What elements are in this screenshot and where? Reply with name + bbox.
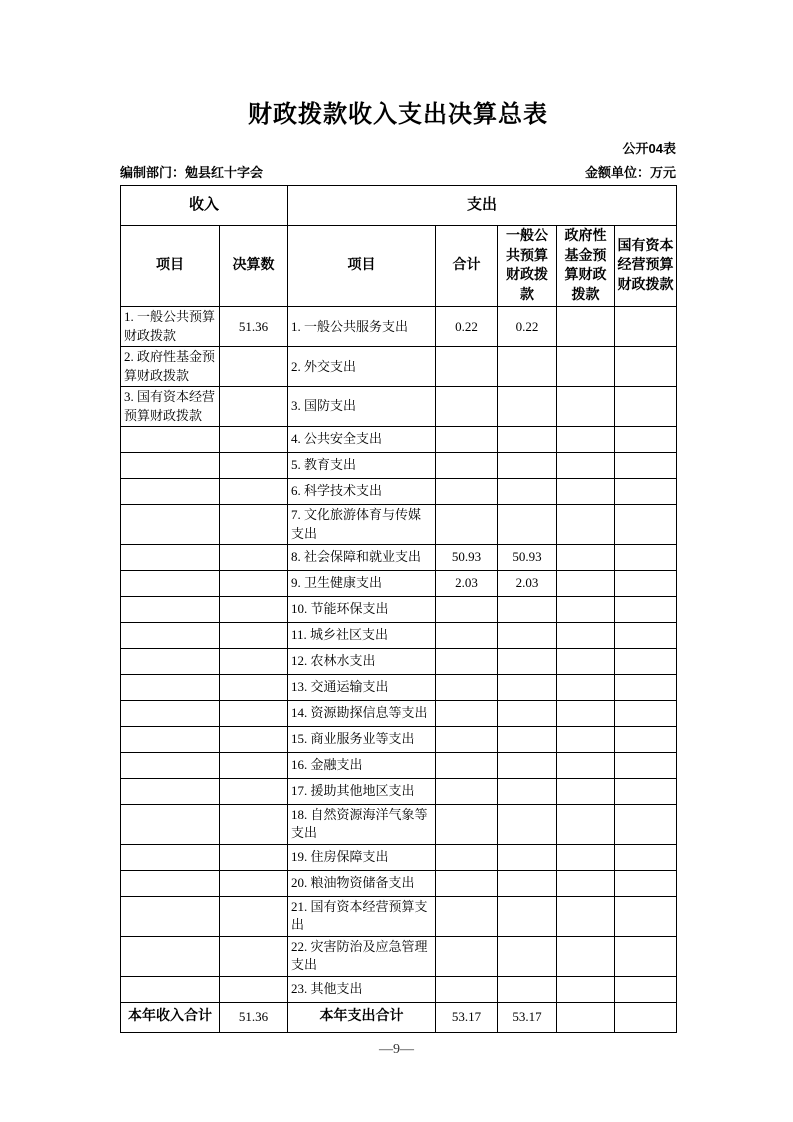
income-item-cell: 3. 国有资本经营预算财政拨款 [121, 387, 220, 427]
expenditure-item-cell: 1. 一般公共服务支出 [288, 307, 436, 347]
income-item-cell [121, 844, 220, 870]
gov-fund-cell [557, 597, 615, 623]
expenditure-total-cell [436, 505, 498, 545]
gov-fund-cell [557, 427, 615, 453]
income-item-cell [121, 571, 220, 597]
income-amount-cell [220, 675, 288, 701]
gov-fund-cell [557, 545, 615, 571]
table-row [121, 347, 677, 387]
table-row [121, 675, 677, 701]
expenditure-total-cell [436, 936, 498, 976]
column-header-row [121, 226, 677, 307]
page-title: 财政拨款收入支出决算总表 [248, 101, 548, 128]
table-row [121, 505, 677, 545]
col-header-exp-gov-fund: 政府性基金预算财政拨款 [557, 226, 615, 307]
state-capital-cell [615, 347, 677, 387]
gov-fund-cell [557, 779, 615, 805]
income-item-cell [121, 649, 220, 675]
general-budget-cell [498, 701, 557, 727]
general-budget-cell [498, 976, 557, 1002]
expenditure-total-cell [436, 649, 498, 675]
income-total-label: 本年收入合计 [121, 1002, 220, 1032]
income-amount-cell [220, 597, 288, 623]
expenditure-item-cell: 18. 自然资源海洋气象等支出 [288, 805, 436, 845]
state-capital-cell [615, 936, 677, 976]
general-budget-cell: 50.93 [498, 545, 557, 571]
expenditure-total-cell [436, 753, 498, 779]
table-row [121, 597, 677, 623]
income-amount-cell [220, 571, 288, 597]
expenditure-item-cell: 7. 文化旅游体育与传媒支出 [288, 505, 436, 545]
table-row [121, 976, 677, 1002]
document-content [120, 0, 676, 1033]
general-budget-cell [498, 805, 557, 845]
income-item-cell [121, 896, 220, 936]
expenditure-total-general: 53.17 [498, 1002, 557, 1032]
income-amount-cell [220, 623, 288, 649]
col-header-income-amount: 决算数 [220, 226, 288, 307]
table-row [121, 870, 677, 896]
expenditure-item-cell: 3. 国防支出 [288, 387, 436, 427]
gov-fund-cell [557, 844, 615, 870]
state-capital-cell [615, 805, 677, 845]
income-amount-cell [220, 347, 288, 387]
income-amount-cell [220, 779, 288, 805]
gov-fund-cell [557, 505, 615, 545]
gov-fund-cell [557, 936, 615, 976]
state-capital-cell [615, 727, 677, 753]
expenditure-item-cell: 20. 粮油物资储备支出 [288, 870, 436, 896]
gov-fund-cell [557, 649, 615, 675]
table-row [121, 727, 677, 753]
expenditure-section-header: 支出 [288, 186, 677, 226]
expenditure-total-cell [436, 427, 498, 453]
expenditure-total-cell [436, 976, 498, 1002]
expenditure-total-cell [436, 453, 498, 479]
table-row [121, 387, 677, 427]
state-capital-cell [615, 701, 677, 727]
section-header-row [121, 186, 677, 226]
expenditure-item-cell: 6. 科学技术支出 [288, 479, 436, 505]
gov-fund-cell [557, 387, 615, 427]
fiscal-table [120, 185, 677, 1033]
expenditure-total-cell [436, 623, 498, 649]
general-budget-cell [498, 753, 557, 779]
state-capital-cell [615, 307, 677, 347]
income-item-cell [121, 936, 220, 976]
income-item-cell [121, 545, 220, 571]
expenditure-total-cell [436, 387, 498, 427]
state-capital-cell [615, 649, 677, 675]
income-amount-cell: 51.36 [220, 307, 288, 347]
table-row [121, 571, 677, 597]
income-item-cell [121, 753, 220, 779]
col-header-exp-total: 合计 [436, 226, 498, 307]
expenditure-item-cell: 11. 城乡社区支出 [288, 623, 436, 649]
income-amount-cell [220, 896, 288, 936]
state-capital-cell [615, 976, 677, 1002]
expenditure-total-cell [436, 844, 498, 870]
expenditure-item-cell: 15. 商业服务业等支出 [288, 727, 436, 753]
general-budget-cell [498, 844, 557, 870]
table-row [121, 649, 677, 675]
income-amount-cell [220, 870, 288, 896]
general-budget-cell: 2.03 [498, 571, 557, 597]
state-capital-cell [615, 479, 677, 505]
expenditure-total-cell: 0.22 [436, 307, 498, 347]
general-budget-cell [498, 347, 557, 387]
income-section-header: 收入 [121, 186, 288, 226]
table-row [121, 701, 677, 727]
table-row [121, 896, 677, 936]
income-amount-cell [220, 753, 288, 779]
income-item-cell [121, 727, 220, 753]
gov-fund-cell [557, 870, 615, 896]
expenditure-item-cell: 4. 公共安全支出 [288, 427, 436, 453]
income-item-cell [121, 427, 220, 453]
income-amount-cell [220, 505, 288, 545]
expenditure-total-cell [436, 597, 498, 623]
general-budget-cell: 0.22 [498, 307, 557, 347]
gov-fund-cell [557, 453, 615, 479]
general-budget-cell [498, 453, 557, 479]
income-amount-cell [220, 649, 288, 675]
income-item-cell [121, 805, 220, 845]
general-budget-cell [498, 623, 557, 649]
income-item-cell [121, 453, 220, 479]
table-row [121, 427, 677, 453]
page-number: —9— [379, 1042, 414, 1057]
expenditure-total-state-capital [615, 1002, 677, 1032]
general-budget-cell [498, 727, 557, 753]
state-capital-cell [615, 870, 677, 896]
table-body [121, 307, 677, 1002]
expenditure-total-cell [436, 675, 498, 701]
general-budget-cell [498, 427, 557, 453]
gov-fund-cell [557, 623, 615, 649]
col-header-income-item: 项目 [121, 226, 220, 307]
state-capital-cell [615, 427, 677, 453]
expenditure-total-cell [436, 870, 498, 896]
general-budget-cell [498, 597, 557, 623]
income-amount-cell [220, 844, 288, 870]
table-row [121, 479, 677, 505]
table-row [121, 545, 677, 571]
state-capital-cell [615, 675, 677, 701]
income-amount-cell [220, 427, 288, 453]
state-capital-cell [615, 387, 677, 427]
income-item-cell [121, 505, 220, 545]
gov-fund-cell [557, 727, 615, 753]
expenditure-item-cell: 14. 资源勘探信息等支出 [288, 701, 436, 727]
table-row [121, 844, 677, 870]
expenditure-total-cell [436, 701, 498, 727]
income-item-cell: 1. 一般公共预算财政拨款 [121, 307, 220, 347]
state-capital-cell [615, 623, 677, 649]
state-capital-cell [615, 844, 677, 870]
table-row [121, 753, 677, 779]
gov-fund-cell [557, 753, 615, 779]
gov-fund-cell [557, 347, 615, 387]
income-item-cell [121, 701, 220, 727]
col-header-exp-general: 一般公共预算财政拨款 [498, 226, 557, 307]
expenditure-total-cell [436, 727, 498, 753]
state-capital-cell [615, 896, 677, 936]
general-budget-cell [498, 387, 557, 427]
expenditure-item-cell: 2. 外交支出 [288, 347, 436, 387]
expenditure-total-cell [436, 479, 498, 505]
expenditure-total-cell [436, 805, 498, 845]
col-header-exp-item: 项目 [288, 226, 436, 307]
general-budget-cell [498, 505, 557, 545]
expenditure-item-cell: 12. 农林水支出 [288, 649, 436, 675]
gov-fund-cell [557, 675, 615, 701]
income-item-cell [121, 779, 220, 805]
expenditure-item-cell: 5. 教育支出 [288, 453, 436, 479]
income-amount-cell [220, 701, 288, 727]
total-row [121, 1002, 677, 1032]
gov-fund-cell [557, 571, 615, 597]
state-capital-cell [615, 779, 677, 805]
expenditure-total-amount: 53.17 [436, 1002, 498, 1032]
expenditure-total-gov-fund [557, 1002, 615, 1032]
general-budget-cell [498, 936, 557, 976]
income-amount-cell [220, 936, 288, 976]
gov-fund-cell [557, 896, 615, 936]
col-header-exp-state-capital: 国有资本经营预算财政拨款 [615, 226, 677, 307]
income-amount-cell [220, 545, 288, 571]
table-code: 公开04表 [622, 141, 676, 156]
income-total-amount: 51.36 [220, 1002, 288, 1032]
general-budget-cell [498, 675, 557, 701]
income-item-cell [121, 623, 220, 649]
income-item-cell [121, 870, 220, 896]
income-item-cell [121, 675, 220, 701]
income-item-cell [121, 976, 220, 1002]
income-item-cell: 2. 政府性基金预算财政拨款 [121, 347, 220, 387]
income-amount-cell [220, 976, 288, 1002]
income-amount-cell [220, 479, 288, 505]
state-capital-cell [615, 571, 677, 597]
expenditure-item-cell: 19. 住房保障支出 [288, 844, 436, 870]
meta-line [120, 162, 676, 181]
expenditure-item-cell: 8. 社会保障和就业支出 [288, 545, 436, 571]
general-budget-cell [498, 649, 557, 675]
gov-fund-cell [557, 805, 615, 845]
general-budget-cell [498, 779, 557, 805]
expenditure-item-cell: 9. 卫生健康支出 [288, 571, 436, 597]
income-amount-cell [220, 453, 288, 479]
table-row [121, 779, 677, 805]
state-capital-cell [615, 453, 677, 479]
expenditure-item-cell: 16. 金融支出 [288, 753, 436, 779]
table-row [121, 623, 677, 649]
income-item-cell [121, 597, 220, 623]
gov-fund-cell [557, 976, 615, 1002]
general-budget-cell [498, 870, 557, 896]
state-capital-cell [615, 505, 677, 545]
expenditure-item-cell: 21. 国有资本经营预算支出 [288, 896, 436, 936]
general-budget-cell [498, 896, 557, 936]
general-budget-cell [498, 479, 557, 505]
expenditure-total-cell [436, 896, 498, 936]
state-capital-cell [615, 597, 677, 623]
expenditure-total-cell [436, 779, 498, 805]
gov-fund-cell [557, 479, 615, 505]
table-row [121, 936, 677, 976]
gov-fund-cell [557, 307, 615, 347]
expenditure-total-label: 本年支出合计 [288, 1002, 436, 1032]
expenditure-item-cell: 10. 节能环保支出 [288, 597, 436, 623]
table-row [121, 453, 677, 479]
expenditure-item-cell: 13. 交通运输支出 [288, 675, 436, 701]
gov-fund-cell [557, 701, 615, 727]
state-capital-cell [615, 545, 677, 571]
amount-unit-label: 金额单位：万元 [584, 165, 676, 180]
expenditure-item-cell: 23. 其他支出 [288, 976, 436, 1002]
income-amount-cell [220, 387, 288, 427]
prepared-by-label: 编制部门：勉县红十字会 [120, 165, 264, 180]
income-amount-cell [220, 727, 288, 753]
expenditure-item-cell: 22. 灾害防治及应急管理支出 [288, 936, 436, 976]
expenditure-item-cell: 17. 援助其他地区支出 [288, 779, 436, 805]
expenditure-total-cell: 50.93 [436, 545, 498, 571]
table-row [121, 805, 677, 845]
state-capital-cell [615, 753, 677, 779]
income-amount-cell [220, 805, 288, 845]
table-row [121, 307, 677, 347]
expenditure-total-cell: 2.03 [436, 571, 498, 597]
expenditure-total-cell [436, 347, 498, 387]
income-item-cell [121, 479, 220, 505]
